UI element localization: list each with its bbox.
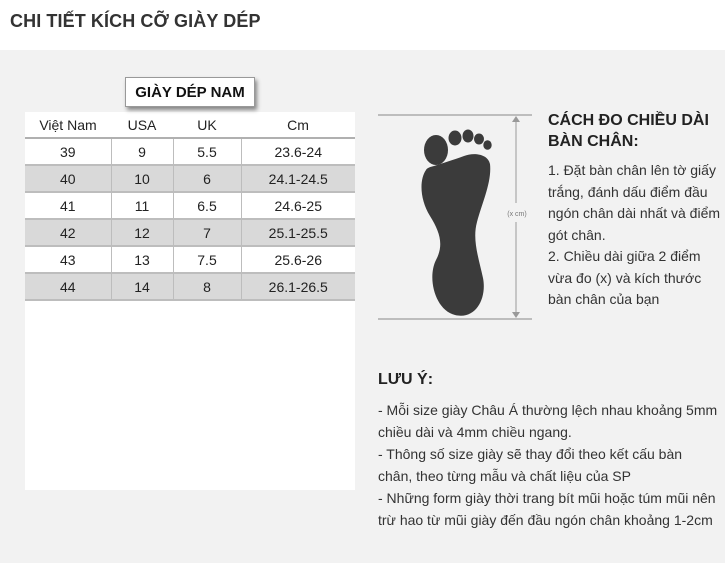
- guide-step: 1. Đặt bàn chân lên tờ giấy trắng, đánh dấu điểm đầu ngón chân dài nhất và điểm gót chân.: [548, 162, 721, 243]
- column-header-usa: USA: [111, 113, 173, 138]
- cell-usa: 14: [111, 273, 173, 300]
- cell-uk: 6.5: [173, 192, 241, 219]
- table-header-row: [25, 113, 355, 138]
- cell-cm: 25.6-26: [241, 246, 355, 273]
- cell-vietnam: 43: [25, 246, 111, 273]
- cell-usa: 13: [111, 246, 173, 273]
- table-row: [25, 138, 355, 165]
- cell-usa: 12: [111, 219, 173, 246]
- cell-vietnam: 40: [25, 165, 111, 192]
- foot-measure-diagram: [375, 112, 535, 322]
- column-header-vietnam: Việt Nam: [25, 113, 111, 138]
- dimension-label: (x cm): [507, 211, 527, 218]
- guide-step: 2. Chiều dài giữa 2 điểm vừa đo (x) và kích thước bàn chân của bạn: [548, 248, 702, 307]
- cell-cm: 26.1-26.5: [241, 273, 355, 300]
- table-row: [25, 273, 355, 300]
- cell-vietnam: 42: [25, 219, 111, 246]
- guide-steps: [548, 160, 720, 311]
- guide-title: CÁCH ĐO CHIỀU DÀI BÀN CHÂN:: [548, 112, 709, 150]
- note-line: - Thông số size giày sẽ thay đổi theo kết cấu bàn chân, theo từng mẫu và chất liệu của SP: [378, 446, 683, 484]
- note-title: LƯU Ý:: [378, 371, 434, 388]
- page-title: CHI TIẾT KÍCH CỠ GIÀY DÉP: [10, 11, 261, 31]
- note-line: - Những form giày thời trang bít mũi hoặc túm mũi nên trừ hao từ mũi giày đến đầu ngón chân khoảng 1-2cm: [378, 490, 716, 528]
- dimension-arrow-bottom: [512, 312, 520, 318]
- cell-uk: 7: [173, 219, 241, 246]
- cell-uk: 7.5: [173, 246, 241, 273]
- table-row: [25, 165, 355, 192]
- cell-vietnam: 44: [25, 273, 111, 300]
- page-header: [0, 0, 725, 50]
- size-table-caption: GIÀY DÉP NAM: [125, 77, 255, 107]
- cell-cm: 24.6-25: [241, 192, 355, 219]
- cell-vietnam: 41: [25, 192, 111, 219]
- column-header-cm: Cm: [241, 113, 355, 138]
- note-line: - Mỗi size giày Châu Á thường lệch nhau khoảng 5mm chiều dài và 4mm chiều ngang.: [378, 402, 718, 440]
- cell-cm: 25.1-25.5: [241, 219, 355, 246]
- dimension-arrow-top: [512, 116, 520, 122]
- cell-uk: 6: [173, 165, 241, 192]
- size-table: [25, 113, 355, 301]
- table-row: [25, 246, 355, 273]
- table-row: [25, 192, 355, 219]
- cell-uk: 8: [173, 273, 241, 300]
- cell-usa: 9: [111, 138, 173, 165]
- note-lines: [378, 399, 720, 531]
- cell-usa: 11: [111, 192, 173, 219]
- cell-cm: 23.6-24: [241, 138, 355, 165]
- cell-cm: 24.1-24.5: [241, 165, 355, 192]
- cell-uk: 5.5: [173, 138, 241, 165]
- table-row: [25, 219, 355, 246]
- cell-usa: 10: [111, 165, 173, 192]
- foot-print-icon: [421, 130, 491, 316]
- column-header-uk: UK: [173, 113, 241, 138]
- cell-vietnam: 39: [25, 138, 111, 165]
